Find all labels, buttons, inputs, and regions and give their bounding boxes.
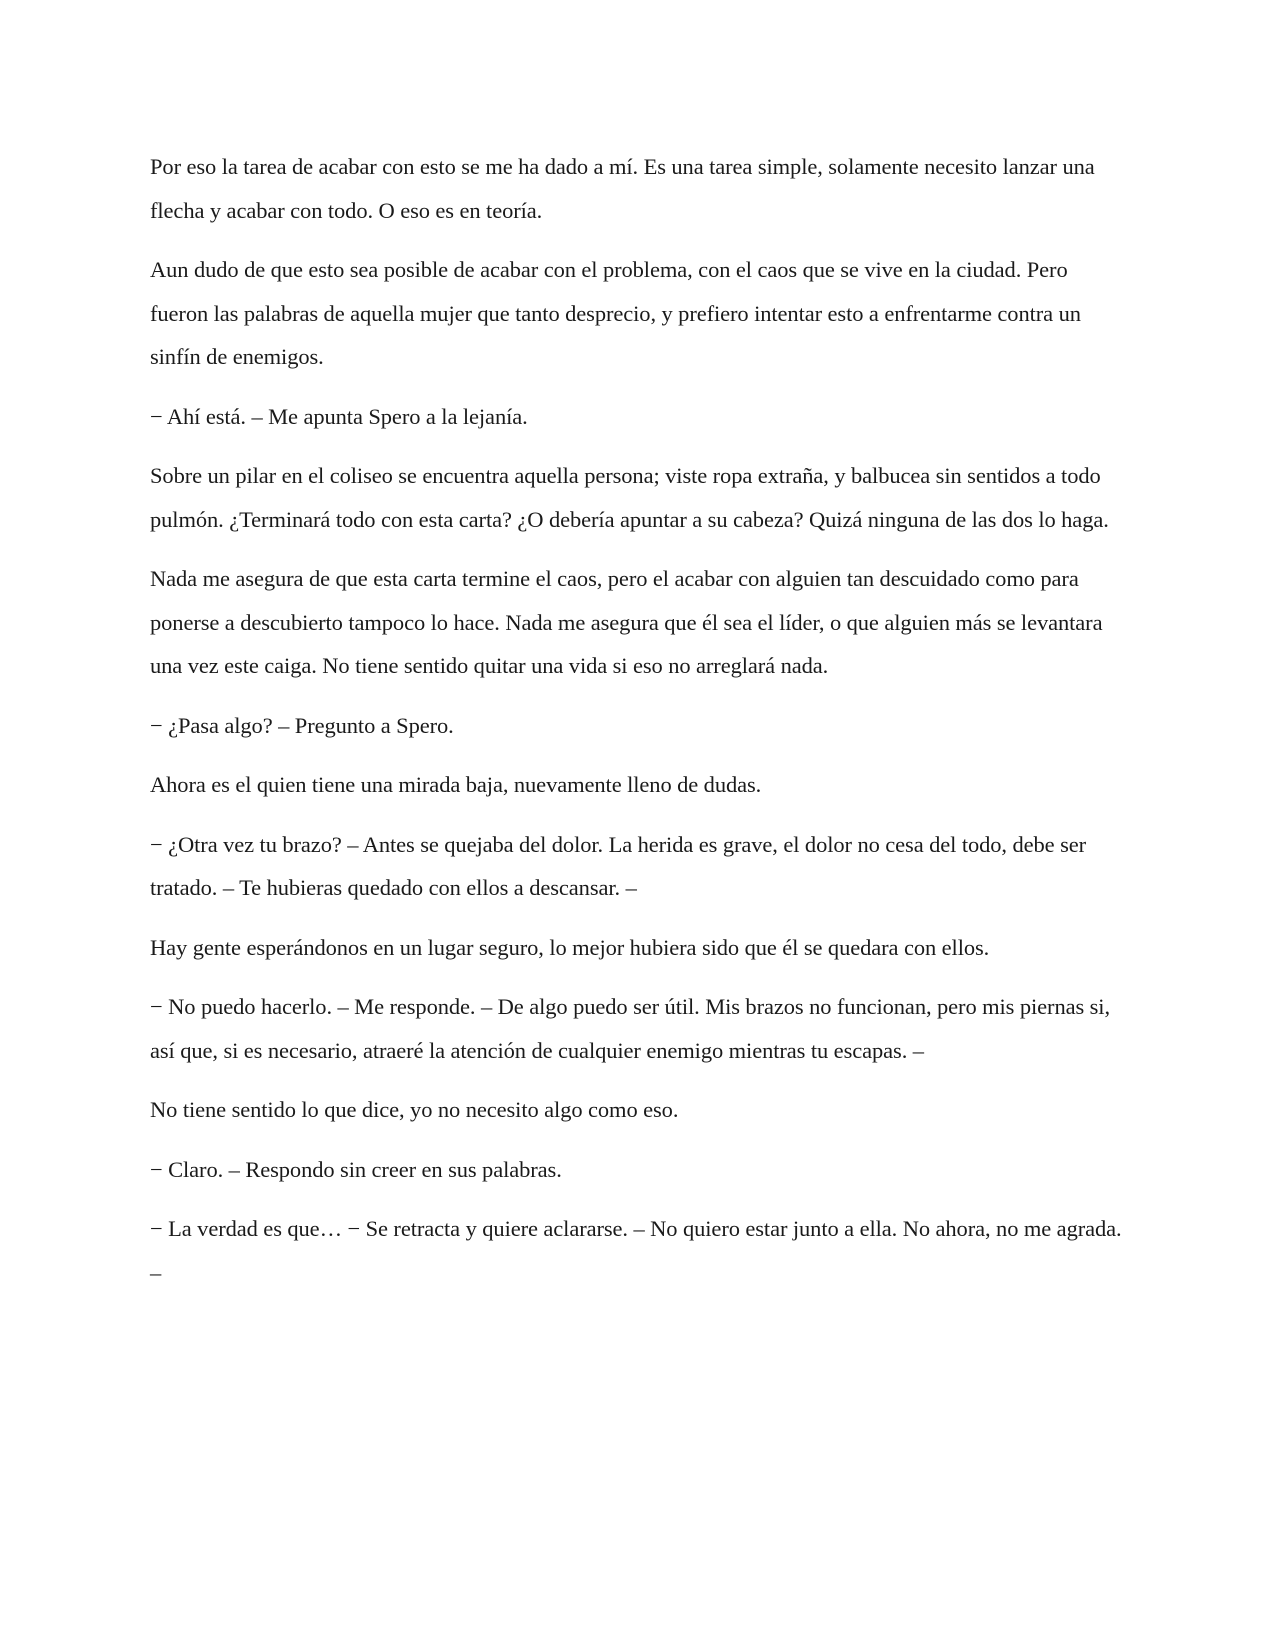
paragraph: Sobre un pilar en el coliseo se encuentra aquella persona; viste ropa extraña, y balbucea sin sentidos a todo pulmón. ¿Terminará todo con esta carta? ¿O debería apuntar a su cabeza? Quizá ninguna de las dos lo haga. <box>150 463 1109 532</box>
dialogue-line: − Ahí está. – Me apunta Spero a la lejanía. <box>150 403 528 429</box>
paragraph: No tiene sentido lo que dice, yo no necesito algo como eso. <box>150 1097 679 1122</box>
dialogue-line: − La verdad es que… − Se retracta y quiere aclararse. – No quiero estar junto a ella. No ahora, no me agrada. – <box>150 1216 1122 1285</box>
document-body <box>150 145 1125 1310</box>
dialogue-line: − Claro. – Respondo sin creer en sus palabras. <box>150 1156 562 1182</box>
dialogue-line: − ¿Pasa algo? – Pregunto a Spero. <box>150 712 454 738</box>
paragraph: Hay gente esperándonos en un lugar seguro, lo mejor hubiera sido que él se quedara con ellos. <box>150 934 990 960</box>
dialogue-line: − No puedo hacerlo. – Me responde. – De algo puedo ser útil. Mis brazos no funcionan, pero mis piernas si, así que, si es necesario, atraeré la atención de cualquier enemigo mientras tu escapas. – <box>150 994 1110 1063</box>
paragraph: Por eso la tarea de acabar con esto se me ha dado a mí. Es una tarea simple, solamente necesito lanzar una flecha y acabar con todo. O eso es en teoría. <box>150 154 1095 223</box>
dialogue-line: − ¿Otra vez tu brazo? – Antes se quejaba del dolor. La herida es grave, el dolor no cesa del todo, debe ser tratado. – Te hubieras quedado con ellos a descansar. – <box>150 831 1087 900</box>
paragraph: Nada me asegura de que esta carta termine el caos, pero el acabar con alguien tan descuidado como para ponerse a descubierto tampoco lo hace. Nada me asegura que él sea el líder, o que alguien más se levantara una vez este caiga. No tiene sentido quitar una vida si eso no arreglará nada. <box>150 566 1103 678</box>
paragraph: Ahora es el quien tiene una mirada baja, nuevamente lleno de dudas. <box>150 772 762 797</box>
paragraph: Aun dudo de que esto sea posible de acabar con el problema, con el caos que se vive en la ciudad. Pero fueron las palabras de aquella mujer que tanto desprecio, y prefiero intentar esto a enfrentarme contra un sinfín de enemigos. <box>150 257 1081 369</box>
